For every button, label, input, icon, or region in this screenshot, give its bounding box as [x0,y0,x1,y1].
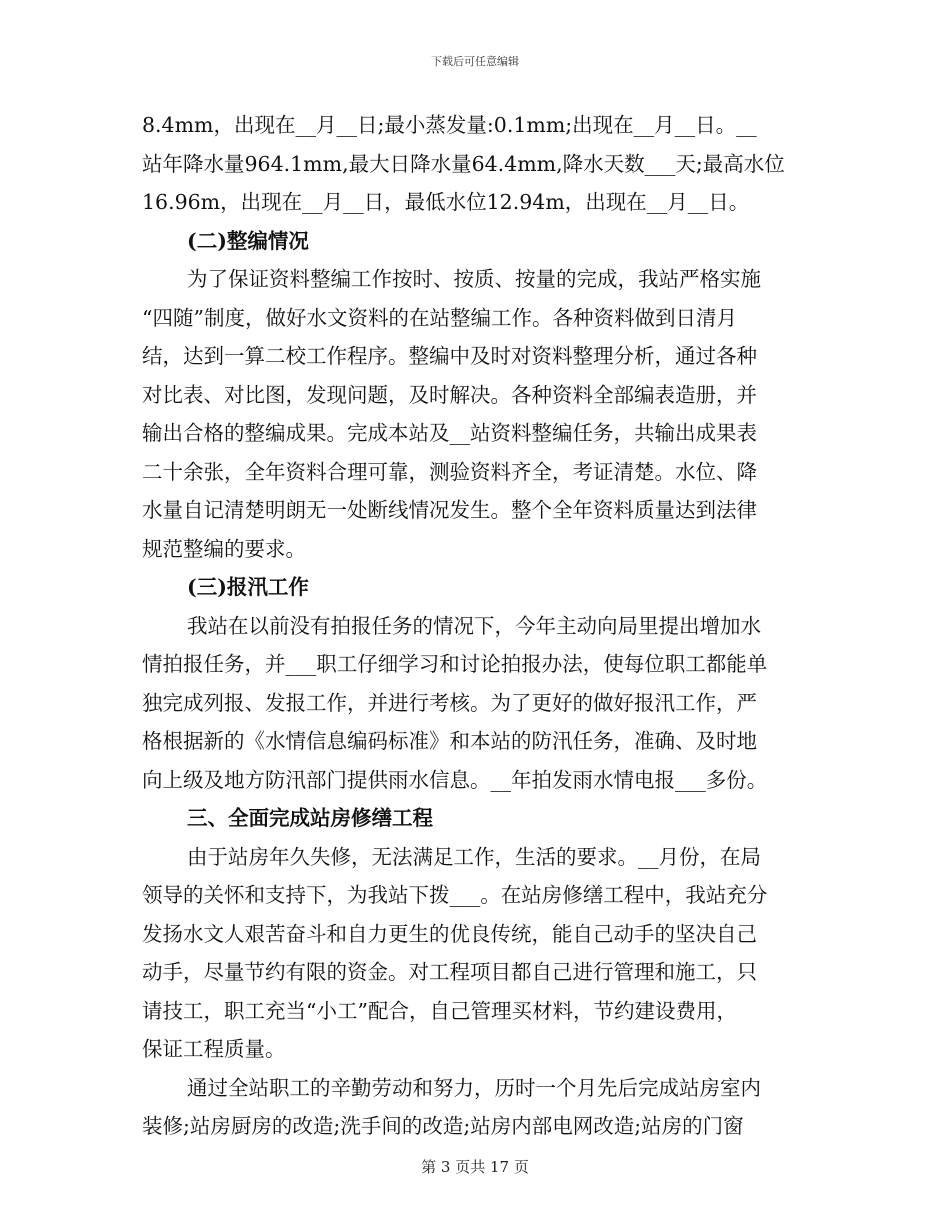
text-line: 格根据新的《水情信息编码标准》和本站的防汛任务，准确、及时地 [142,729,757,753]
text-line: 领导的关怀和支持下，为我站下拨___。在站房修缮工程中，我站充分 [142,883,768,907]
text-line: 动手，尽量节约有限的资金。对工程项目都自己进行管理和施工，只 [142,960,757,984]
text-line: 二十余张，全年资料合理可靠，测验资料齐全，考证清楚。水位、降 [142,459,757,484]
text-line: 我站在以前没有拍报任务的情况下，今年主动向局里提出增加水 [187,613,761,638]
text-line: 装修;站房厨房的改造;洗手间的改造;站房内部电网改造;站房的门窗 [142,1114,744,1138]
text-line: 规范整编的要求。 [142,536,306,561]
text-line: 由于站房年久失修，无法满足工作，生活的要求。__月份，在局 [187,844,761,869]
text-line: 输出合格的整编成果。完成本站及__站资料整编任务，共输出成果表 [142,421,757,445]
text-line: 独完成列报、发报工作，并进行考核。为了更好的做好报汛工作，严 [142,690,757,715]
text-line: 通过全站职工的辛勤劳动和努力，历时一个月先后完成站房室内 [187,1075,761,1100]
body-text [142,106,808,1146]
text-line: 对比表、对比图，发现问题，及时解决。各种资料全部编表造册，并 [142,382,757,407]
text-line: 保证工程质量。 [142,1037,286,1061]
page-header: 下载后可任意编辑 [431,55,519,68]
text-line: 发扬水文人艰苦奋斗和自力更生的优良传统，能自己动手的坚决自己 [142,921,757,946]
section-heading: (三)报汛工作 [187,575,309,599]
text-line: 水量自记清楚明朗无一处断线情况发生。整个全年资料质量达到法律 [142,498,757,522]
section-heading: 三、全面完成站房修缮工程 [187,806,433,830]
text-line: 站年降水量964.1mm,最大日降水量64.4mm,降水天数___天;最高水位 [142,151,785,176]
text-line: 请技工，职工充当“小工”配合，自己管理买材料，节约建设费用， [142,998,737,1023]
text-line: 8.4mm，出现在__月__日;最小蒸发量:0.1mm;出现在__月__日。__ [142,113,757,137]
text-line: 结，达到一算二校工作程序。整编中及时对资料整理分析，通过各种 [142,344,757,368]
page-footer: 第 3 页共 17 页 [421,1158,529,1176]
text-line: 情拍报任务，并___职工仔细学习和讨论拍报办法，使每位职工都能单 [142,652,768,676]
text-line: 16.96m，出现在__月__日，最低水位12.94m，出现在__月__日。 [142,190,750,214]
text-line: 为了保证资料整编工作按时、按质、按量的完成，我站严格实施 [187,267,761,291]
text-line: “四随”制度，做好水文资料的在站整编工作。各种资料做到日清月 [142,305,737,330]
text-line: 向上级及地方防汛部门提供雨水信息。__年拍发雨水情电报___多份。 [142,767,768,792]
section-heading: (二)整编情况 [187,228,309,253]
